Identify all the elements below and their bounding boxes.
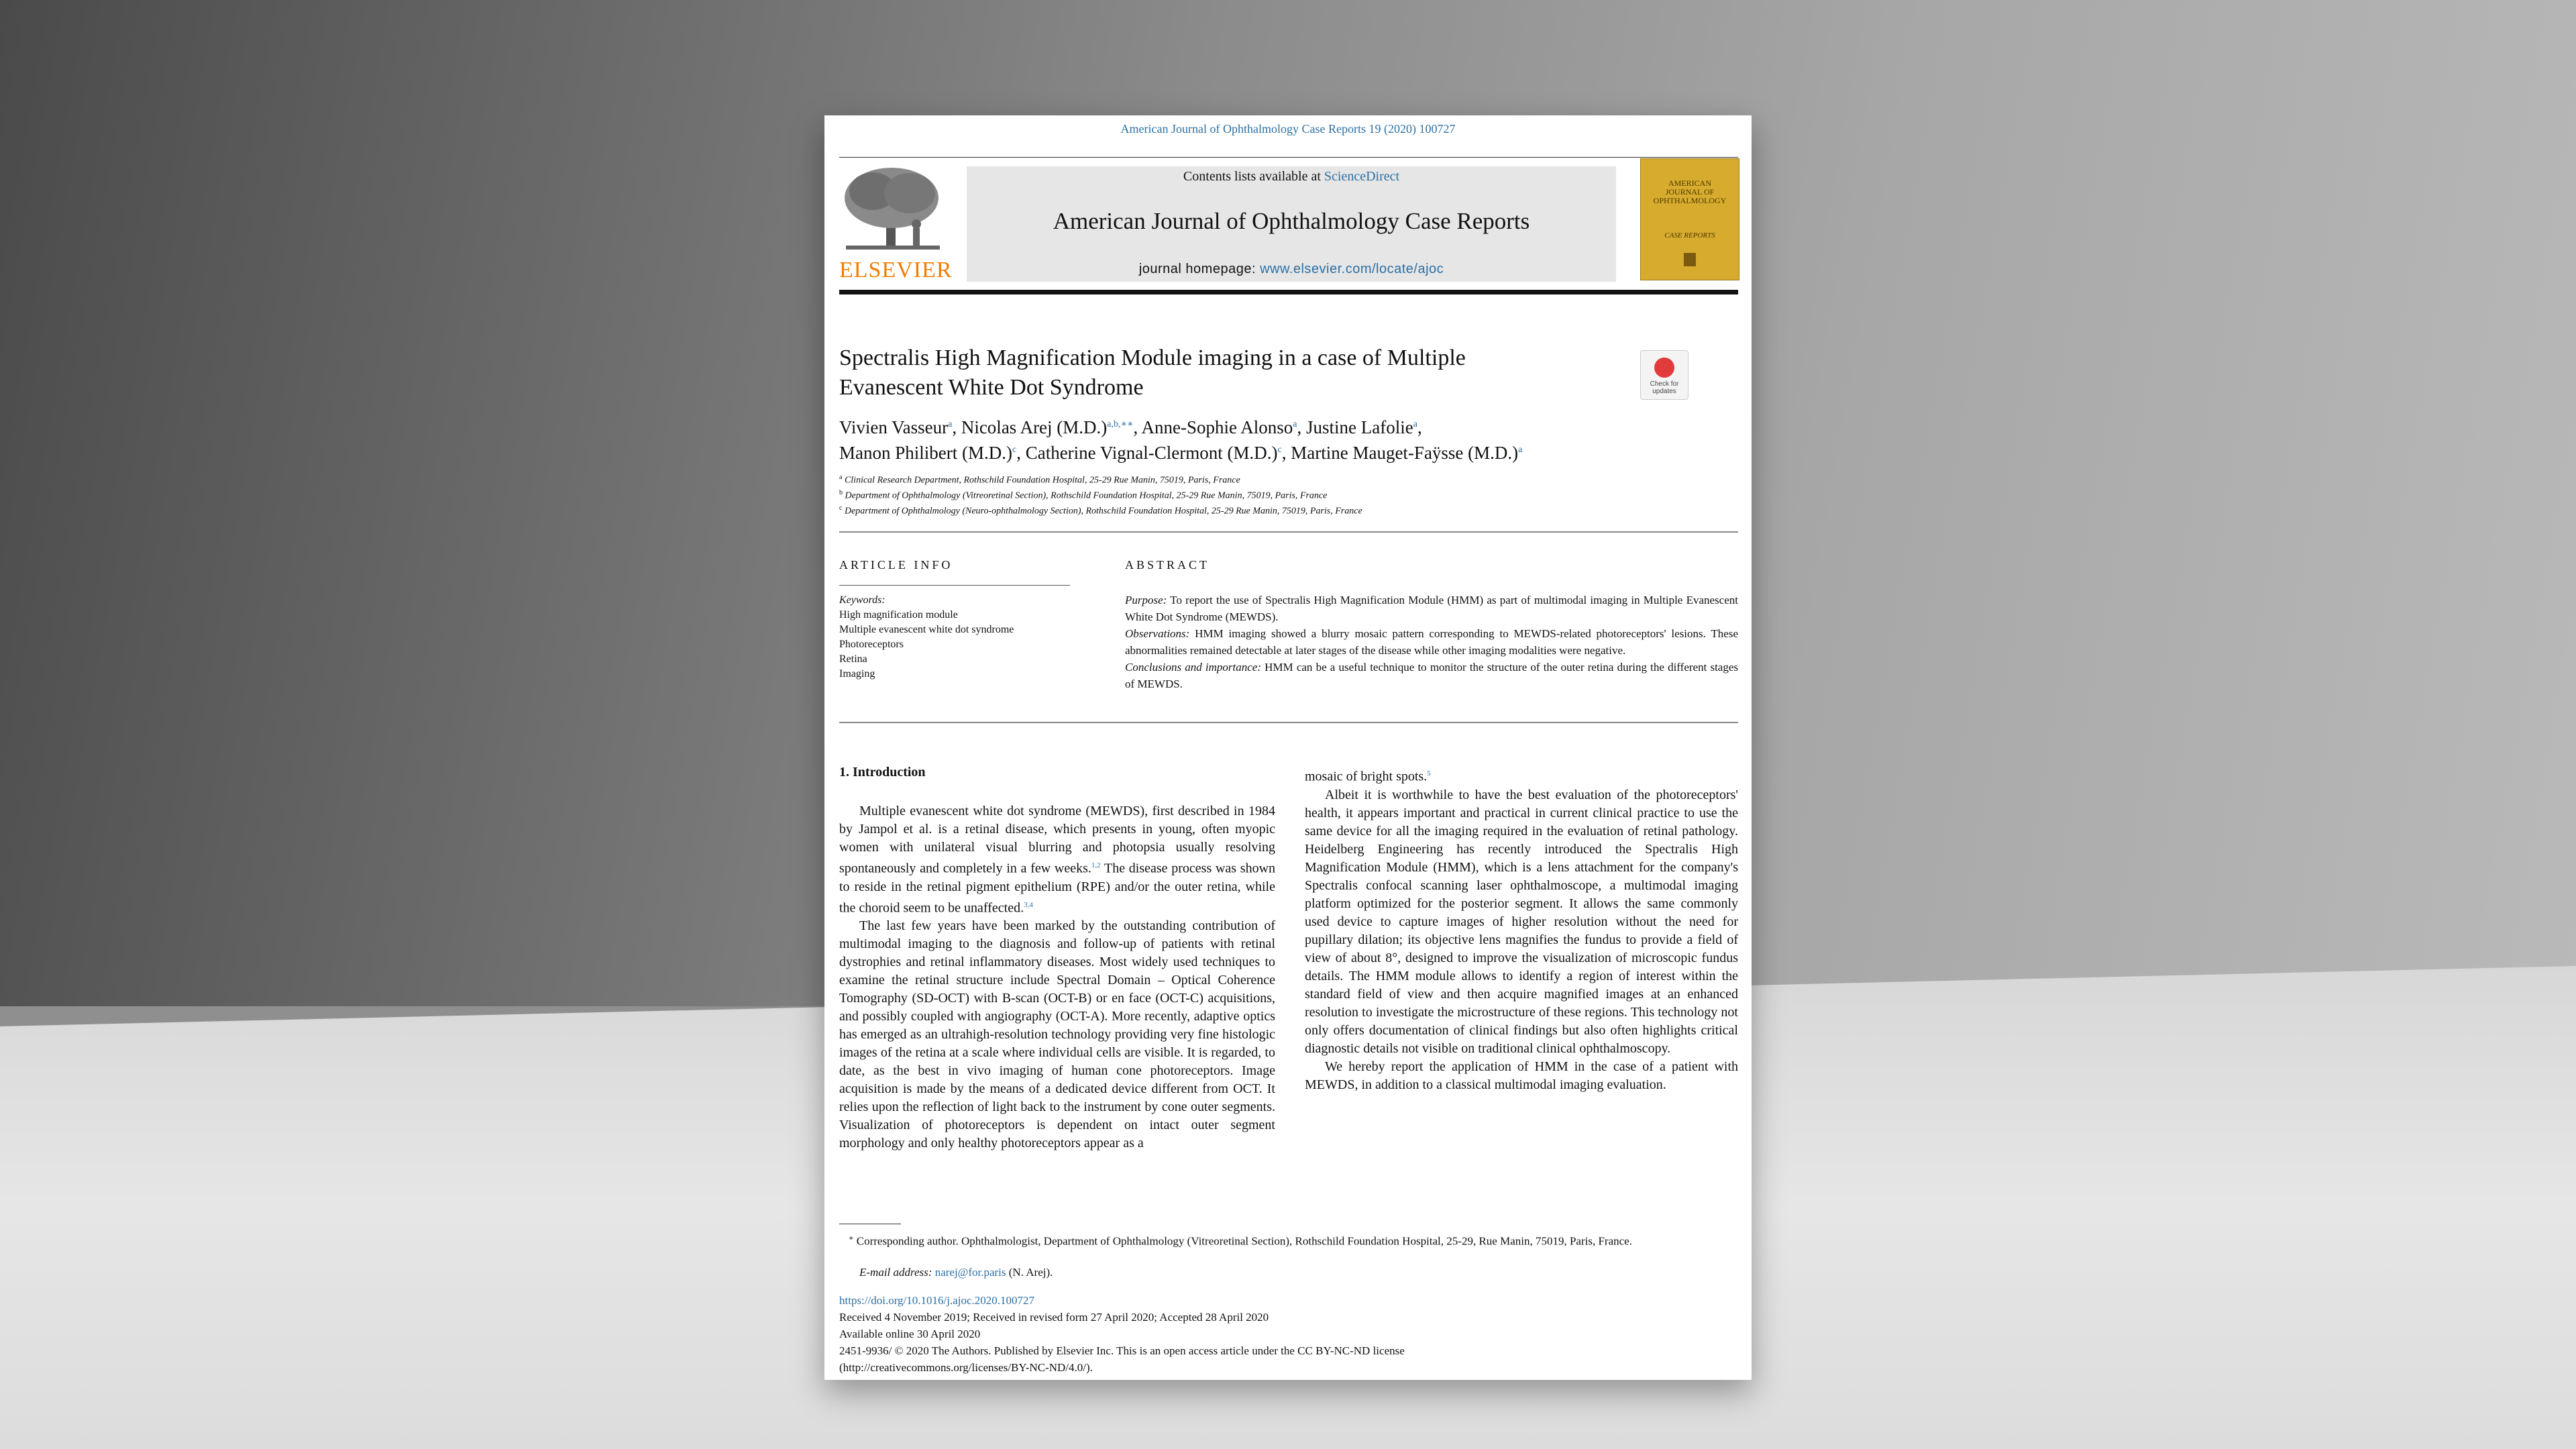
- abstract-heading: ABSTRACT: [1125, 558, 1210, 572]
- journal-cover-thumbnail[interactable]: [1640, 158, 1739, 280]
- purpose-label: Purpose:: [1125, 594, 1167, 606]
- author-name: Nicolas Arej (M.D.): [961, 417, 1108, 437]
- cover-line-1: AMERICAN: [1668, 178, 1711, 188]
- author-affil-link[interactable]: a: [1413, 419, 1417, 429]
- author-sep: ,: [1016, 443, 1026, 463]
- cover-line-3: OPHTHALMOLOGY: [1653, 196, 1727, 205]
- author-affil-link[interactable]: c: [1277, 445, 1282, 455]
- intro-paragraph-1: [839, 802, 1275, 917]
- author-list: [839, 413, 1711, 464]
- author-name: Catherine Vignal-Clermont (M.D.): [1025, 443, 1278, 463]
- paragraph-text: Multiple evanescent white dot syndrome (MEWDS), first described in 1984 by Jampol et al. is a retinal disease, which presents in young, often myopic women with unilateral visual blurring and photopsia usually resolving spontaneously and completely in a few weeks.: [839, 804, 1275, 876]
- check-for-updates-button[interactable]: [1640, 350, 1688, 400]
- divider-bottom: [839, 722, 1738, 723]
- affiliation-a: [839, 472, 1711, 486]
- elsevier-wordmark: ELSEVIER: [839, 258, 953, 282]
- homepage-link[interactable]: www.elsevier.com/locate/ajoc: [1260, 262, 1444, 276]
- intro-paragraph-2: The last few years have been marked by the outstanding contribution of multimodal imaging to the diagnosis and follow-up of patients with retinal dystrophies and retinal inflammatory diseases. Most widely used techniques to examine the retinal structure include Spectral Domain – Optical Coherence Tomography (SD-OCT) with B-scan (OCT-B) or en face (OCT-C) acquisitions, and possibly coupled with angiography (OCT-A). More recently, adaptive optics has emerged as an ultrahigh-resolution technology providing very fine histologic images of the retina at a scale where individual cells are visible. It is regarded, to date, as the best in vivo imaging of human cone photoreceptors. Image acquisition is made by the means of a dedicated device different from OCT. It relies upon the reflection of light back to the instrument by cone outer segments. Visualization of photoreceptors is dependent on intact outer segment morphology and only healthy photoreceptors appear as a: [839, 918, 1275, 1151]
- cover-title: [1641, 179, 1739, 205]
- contents-prefix: Contents lists available at: [1183, 169, 1324, 184]
- journal-citation[interactable]: American Journal of Ophthalmology Case Reports 19 (2020) 100727: [1120, 122, 1456, 136]
- crossmark-icon: [1654, 358, 1674, 378]
- cover-subtitle: CASE REPORTS: [1664, 231, 1715, 239]
- article-info-rule: [839, 585, 1070, 586]
- authors-line-1: [839, 413, 1711, 439]
- email-link[interactable]: narej@for.paris: [934, 1266, 1006, 1279]
- author-affil-link[interactable]: a: [1293, 419, 1297, 429]
- affil-mark: a: [839, 474, 843, 481]
- title-line-2: Evanescent White Dot Syndrome: [839, 375, 1144, 400]
- author-name: Martine Mauget-Faÿsse (M.D.): [1291, 443, 1519, 463]
- author-affil-link[interactable]: a,b,∗∗: [1107, 419, 1134, 429]
- section-heading-introduction: 1. Introduction: [839, 765, 926, 780]
- author-sep: ,: [1417, 417, 1422, 437]
- doi-link[interactable]: https://doi.org/10.1016/j.ajoc.2020.100727: [839, 1294, 1035, 1307]
- crossmark-label: [1641, 380, 1688, 395]
- email-line: [839, 1264, 1738, 1281]
- conclusions-text: HMM can be a useful technique to monitor the structure of the outer retina during the different stages of MEWDS.: [1125, 661, 1739, 690]
- authors-line-2: [839, 439, 1711, 464]
- affiliation-c: [839, 503, 1711, 517]
- observations-text: HMM imaging showed a blurry mosaic pattern corresponding to MEWDS-related photoreceptors' lesions. These abnormalities remained detectable at later stages of the disease while other imaging modalities were negative.: [1125, 627, 1738, 657]
- intro-paragraph-2-cont: [1305, 765, 1738, 786]
- purpose-text: To report the use of Spectralis High Magnification Module (HMM) as part of multimodal imaging in Multiple Evanescent White Dot Syndrome (MEWDS).: [1125, 594, 1738, 623]
- citation-link[interactable]: 5: [1427, 769, 1431, 777]
- affil-text: Department of Ophthalmology (Neuro-ophthalmology Section), Rothschild Foundation Hospital, 25-29 Rue Manin, 75019, Paris, France: [844, 506, 1362, 517]
- available-online: Available online 30 April 2020: [839, 1328, 981, 1340]
- observations-label: Observations:: [1125, 627, 1190, 640]
- author-name: Manon Philibert (M.D.): [839, 443, 1012, 463]
- affil-text: Department of Ophthalmology (Vitreoretinal Section), Rothschild Foundation Hospital, 25-29 Rue Manin, 75019, Paris, France: [845, 490, 1328, 501]
- cover-logo-icon: [1684, 253, 1696, 266]
- affil-mark: c: [839, 504, 843, 512]
- author-sep: ,: [1297, 417, 1307, 437]
- homepage-prefix: journal homepage:: [1138, 262, 1260, 276]
- journal-homepage: [967, 262, 1616, 277]
- affil-text: Clinical Research Department, Rothschild Foundation Hospital, 25-29 Rue Manin, 75019, Paris, France: [844, 475, 1240, 486]
- title-line-1: Spectralis High Magnification Module imaging in a case of Multiple: [839, 345, 1466, 370]
- paragraph-text: mosaic of bright spots.: [1305, 769, 1428, 784]
- sciencedirect-link[interactable]: ScienceDirect: [1324, 169, 1400, 184]
- citation-link[interactable]: 3,4: [1024, 900, 1033, 909]
- intro-paragraph-4: We hereby report the application of HMM in the case of a patient with MEWDS, in addition to a classical multimodal imaging evaluation.: [1305, 1059, 1738, 1092]
- tree-icon: [839, 161, 947, 255]
- keyword-item: Photoreceptors: [839, 639, 904, 650]
- email-label: E-mail address:: [859, 1266, 932, 1279]
- author-sep: ,: [1281, 443, 1291, 463]
- footnote-mark: ∗: [849, 1234, 854, 1242]
- citation-link[interactable]: 1,2: [1091, 861, 1101, 869]
- keyword-item: High magnification module: [839, 609, 958, 621]
- abstract-observations: [1125, 625, 1738, 659]
- contents-line: [967, 169, 1616, 184]
- keyword-item: Retina: [839, 653, 867, 665]
- author-affil-link[interactable]: c: [1012, 445, 1017, 455]
- article-title: [839, 343, 1591, 402]
- abstract-purpose: [1125, 592, 1738, 625]
- conclusions-label: Conclusions and importance:: [1125, 661, 1261, 674]
- keywords-block: [839, 593, 1061, 682]
- author-sep: ,: [952, 417, 961, 437]
- divider-top: [839, 531, 1738, 533]
- keyword-item: Imaging: [839, 668, 875, 680]
- body-right-column: [1305, 765, 1738, 1094]
- license-line-1: 2451-9936/ © 2020 The Authors. Published by Elsevier Inc. This is an open access article under the CC BY-NC-ND license: [839, 1344, 1405, 1357]
- header-thick-rule: [839, 290, 1738, 294]
- corresponding-author-note: [839, 1230, 1738, 1250]
- affiliation-b: [839, 488, 1711, 502]
- paper-page: [824, 115, 1752, 1380]
- license-line-2[interactable]: (http://creativecommons.org/licenses/BY-NC-ND/4.0/).: [839, 1361, 1093, 1374]
- author-affil-link[interactable]: a: [948, 419, 953, 429]
- paragraph-text: The disease process was shown to reside in the retinal pigment epithelium (RPE) and/or the outer retina, while the choroid seem to be unaffected.: [839, 861, 1276, 916]
- author-sep: ,: [1133, 417, 1142, 437]
- journal-title: American Journal of Ophthalmology Case Reports: [1053, 208, 1530, 234]
- keyword-item: Multiple evanescent white dot syndrome: [839, 624, 1014, 635]
- keywords-label: Keywords:: [839, 594, 885, 606]
- author-name: Vivien Vasseur: [839, 417, 949, 437]
- corresponding-text: Corresponding author. Ophthalmologist, Department of Ophthalmology (Vitreoretinal Section), Rothschild Foundation Hospital, 25-29, Rue Manin, 75019, Paris, France.: [856, 1234, 1632, 1248]
- abstract-body: [1125, 592, 1738, 692]
- abstract-conclusions: [1125, 659, 1738, 692]
- body-left-column: [839, 802, 1275, 1152]
- affil-mark: b: [839, 489, 843, 496]
- intro-paragraph-3: Albeit it is worthwhile to have the best evaluation of the photoreceptors' health, it appears important and practical in current clinical practice to use the same device for all the imaging required in the evaluation of retinal pathology. Heidelberg Engineering has recently introduced the Spectralis High Magnification Module (HMM), which is a lens attachment for the company's Spectralis confocal scanning laser ophthalmoscope, a multimodal imaging platform optimized for the posterior segment. It allows the same commonly used device to capture images of higher resolution without the need for pupillary dilation; its objective lens magnifies the fundus to provide a field of view of about 8°, designed to improve the visualization of microscopic fundus details. The HMM module allows to identify a region of interest within the standard field of view and then acquire magnified images at an enhanced resolution to investigate the microstructure of these regions. This technology not only offers documentation of clinical findings but also often highlights critical diagnostic details not visible on traditional clinical ophthalmoscopy.: [1305, 787, 1738, 1056]
- author-name: Anne-Sophie Alonso: [1141, 417, 1293, 437]
- crossmark-line-1: Check for: [1650, 380, 1679, 388]
- email-suffix: (N. Arej).: [1006, 1266, 1053, 1279]
- header-top-rule: [839, 157, 1738, 158]
- cover-line-2: JOURNAL OF: [1665, 187, 1715, 197]
- crossmark-line-2: updates: [1652, 388, 1676, 395]
- received-dates: Received 4 November 2019; Received in revised form 27 April 2020; Accepted 28 April 2020: [839, 1311, 1269, 1324]
- author-affil-link[interactable]: a: [1518, 445, 1523, 455]
- article-info-heading: ARTICLE INFO: [839, 558, 953, 572]
- author-name: Justine Lafolie: [1306, 417, 1413, 437]
